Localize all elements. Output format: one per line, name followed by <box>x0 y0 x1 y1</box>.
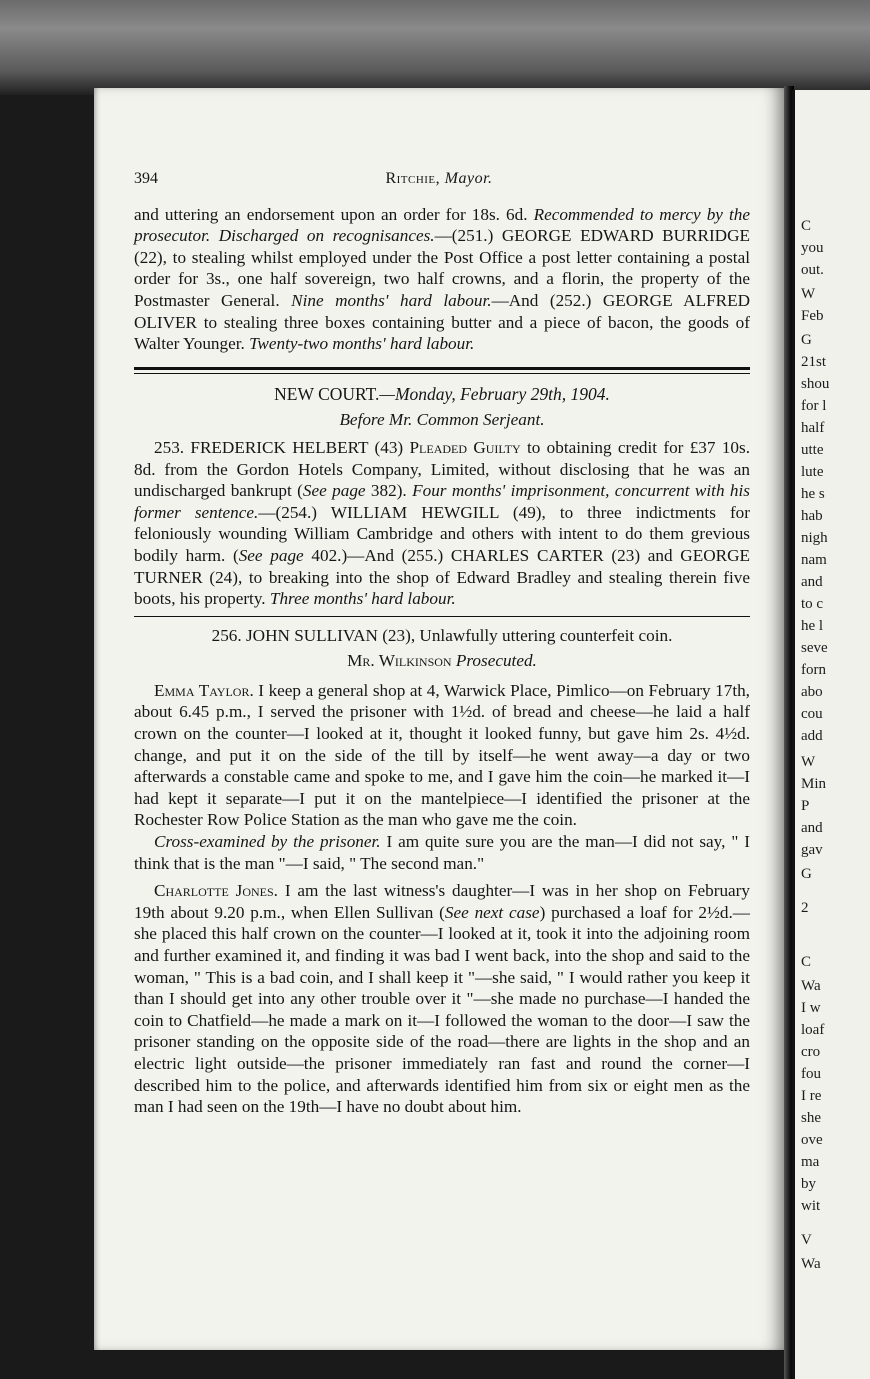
paragraph-cases-253-255: 253. FREDERICK HELBERT (43) Pleaded Guilty to obtaining credit for £37 10s. 8d. from the Gordon Hotels Company, Limited, without disclosing that he was an undischarged bankrupt (See page 382). Four months' imprisonment, concurrent with his former sentence.—(254.) WILLIAM HEWGILL (49), to three indictments for feloniously wounding William Cambridge and others with intent to do them grevious bodily harm. (See page 402.)—And (255.) CHARLES CARTER (23) and GEORGE TURNER (24), to breaking into the shop of Edward Bradley and stealing therein five boots, his property. Three months' hard labour. <box>134 437 751 609</box>
facing-page-fragment: G <box>801 332 812 348</box>
testimony-emma-taylor: Emma Taylor. I keep a general shop at 4, Warwick Place, Pimlico—on February 17th, about 6.45 p.m., I served the prisoner with 1½d. of bread and cheese—he laid a half crown on the counter—I looked at it, thought it looked funny, but gave him 2s. 4½d. change, and put it on the side of the till by itself—he went away—a day or two afterwards a constable came and spoke to me, and I gave him the coin—he marked it—I had kept it separate—I put it on the mantelpiece—I identified the prisoner at the Rochester Row Police Station as the man who gave me the coin. <box>134 680 750 830</box>
court-heading: NEW COURT.—Monday, February 29th, 1904. <box>274 383 610 404</box>
facing-page-fragment: he s <box>801 486 825 502</box>
running-head-title: Ritchie, Mayor. <box>385 170 493 187</box>
facing-page-fragment: 2 <box>801 900 809 916</box>
facing-page-fragment: ma <box>801 1154 820 1170</box>
facing-page-fragment: nam <box>801 552 827 568</box>
facing-page-fragment: W <box>801 286 816 302</box>
facing-page-fragment: nigh <box>801 530 828 546</box>
scanner-background-top <box>0 0 870 95</box>
facing-page-fragment: P <box>801 798 810 814</box>
facing-page-fragment: hab <box>801 508 823 524</box>
facing-page-fragment: I re <box>801 1088 822 1104</box>
facing-page-fragment: C <box>801 954 812 970</box>
book-page <box>94 88 784 1350</box>
facing-page-fragment: C <box>801 218 812 234</box>
facing-page-fragment: fou <box>801 1066 821 1082</box>
facing-page-fragment: seve <box>801 640 828 656</box>
facing-page-fragment: for l <box>801 398 827 414</box>
facing-page-edge <box>792 90 870 1379</box>
facing-page-fragment: you <box>801 240 824 256</box>
facing-page-fragment: W <box>801 754 816 770</box>
facing-page-fragment: cro <box>801 1044 821 1060</box>
page-number: 394 <box>134 170 158 187</box>
facing-page-fragment: gav <box>801 842 823 858</box>
facing-page-fragment: V <box>801 1232 812 1248</box>
facing-page-fragment: G <box>801 866 812 882</box>
facing-page-fragment: and <box>801 820 823 836</box>
section-double-rule <box>134 367 750 374</box>
facing-page-fragment: I w <box>801 1000 821 1016</box>
facing-page-fragment: utte <box>801 442 824 458</box>
running-head <box>134 168 750 190</box>
facing-page-fragment: and <box>801 574 823 590</box>
facing-page-fragment: he l <box>801 618 824 634</box>
facing-page-fragment: to c <box>801 596 824 612</box>
facing-page-fragment: Wa <box>801 1256 821 1272</box>
facing-page-fragment: add <box>801 728 823 744</box>
facing-page-fragment: loaf <box>801 1022 825 1038</box>
facing-page-fragment: by <box>801 1176 816 1192</box>
court-before-line: Before Mr. Common Serjeant. <box>339 410 545 430</box>
facing-page-fragment: she <box>801 1110 821 1126</box>
prosecutor-line: Mr. Wilkinson Prosecuted. <box>347 651 537 671</box>
facing-page-fragment: shou <box>801 376 830 392</box>
case-separator-rule <box>134 616 750 617</box>
facing-page-fragment: wit <box>801 1198 821 1214</box>
paragraph-sentences-251-252: and uttering an endorsement upon an order for 18s. 6d. Recommended to mercy by the prosecutor. Discharged on recognisances.—(251.) GEORGE EDWARD BURRIDGE (22), to stealing whilst employed under the Post Office a post letter containing a postal order for 3s., one half sovereign, two half crowns, and a florin, the property of the Postmaster General. Nine months' hard labour.—And (252.) GEORGE ALFRED OLIVER to stealing three boxes containing butter and a piece of bacon, the goods of Walter Younger. Twenty-two months' hard labour. <box>134 204 751 354</box>
cross-examination: Cross-examined by the prisoner. I am quite sure you are the man—I did not say, " I think that is the man "—I said, " The second man." <box>134 832 750 873</box>
facing-page-fragment: lute <box>801 464 824 480</box>
facing-page-fragment: forn <box>801 662 826 678</box>
facing-page-fragment: ove <box>801 1132 823 1148</box>
case-256-heading: 256. JOHN SULLIVAN (23), Unlawfully uttering counterfeit coin. <box>211 625 673 645</box>
facing-page-fragment: abo <box>801 684 823 700</box>
facing-page-fragment: cou <box>801 706 823 722</box>
testimony-charlotte-jones: Charlotte Jones. I am the last witness's daughter—I was in her shop on February 19th about 9.20 p.m., when Ellen Sullivan (See next case) purchased a loaf for 2½d.—she placed this half crown on the counter—I looked at it, took it into the adjoining room and further examined it, and finding it was bad I went back, into the shop and said to the woman, " This is a bad coin, and I shall keep it "—she said, " I would rather you keep it than I should get into any other trouble over it "—she made no purchase—I handed the coin to Chatfield—he made a mark on it—I followed the woman to the door—I saw the prisoner standing on the opposite side of the road—there are lights in the shop and an electric light outside—the prisoner immediately ran fast and round the corner—I described him to the police, and afterwards identified him from six or eight men as the man I had seen on the 19th—I have no doubt about him. <box>134 881 750 1117</box>
facing-page-fragment: half <box>801 420 825 436</box>
facing-page-fragment: Wa <box>801 978 821 994</box>
facing-page-fragment: Min <box>801 776 827 792</box>
facing-page-fragment: 21st <box>801 354 827 370</box>
facing-page-fragment: Feb <box>801 308 824 324</box>
page-content <box>134 168 750 1118</box>
facing-page-fragment: out. <box>801 262 824 278</box>
